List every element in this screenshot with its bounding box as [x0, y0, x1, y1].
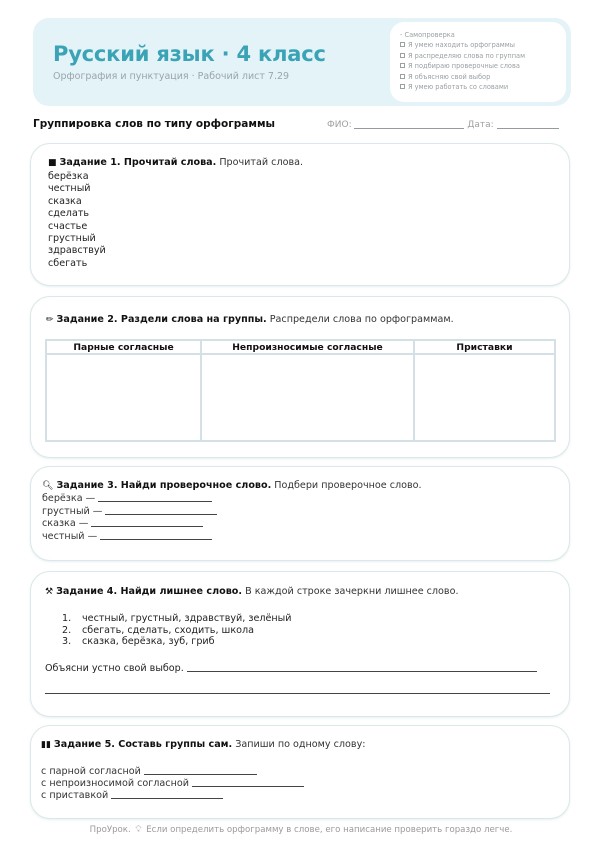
word-item: честный	[48, 183, 91, 195]
groups-table	[45, 339, 556, 442]
row-number: 1.	[62, 613, 72, 624]
check-word-item	[42, 518, 217, 531]
task-4-instruction: В каждой строке зачеркни лишнее слово.	[245, 586, 459, 597]
answer-line[interactable]	[144, 766, 257, 775]
worksheet-header	[33, 18, 571, 106]
answer-line[interactable]	[111, 790, 223, 799]
selfcheck-item-label: Я умею работать со словами	[408, 83, 509, 92]
check-word-item	[42, 493, 217, 506]
explain-line[interactable]	[187, 663, 537, 672]
task-4-heading	[45, 586, 459, 597]
footer-tip: Если определить орфограмму в слове, его написание проверить гораздо легче.	[146, 825, 513, 835]
task-5-card	[30, 725, 570, 819]
task-2-title: Задание 2. Раздели слова на группы.	[56, 314, 267, 325]
task-2-card	[30, 296, 570, 458]
row-number: 2.	[62, 624, 72, 636]
task-1-instruction: Прочитай слова.	[219, 157, 304, 168]
selfcheck-item-label: Я объясняю свой выбор	[408, 72, 491, 81]
task-3-title: Задание 3. Найди проверочное слово.	[56, 480, 272, 491]
task-5-title: Задание 5. Составь группы сам.	[53, 739, 233, 750]
task-2-instruction: Распредели слова по орфограммам.	[269, 314, 454, 325]
word-item: берёзка	[48, 171, 89, 182]
selfcheck-item[interactable]	[400, 72, 556, 82]
magnifier-icon: 🔍︎	[42, 481, 54, 491]
answer-line[interactable]	[98, 493, 212, 502]
task-4-card	[30, 571, 570, 717]
tools-icon: ⚒	[45, 587, 54, 597]
date-label: Дата:	[467, 120, 494, 130]
books-icon: ▮▮	[41, 740, 51, 750]
selfcheck-title: - Самопроверка	[400, 31, 455, 39]
checkbox-icon[interactable]	[400, 63, 405, 68]
answer-line[interactable]	[105, 506, 217, 515]
task-1-heading	[48, 157, 303, 168]
selfcheck-item-label: Я умею находить орфограммы	[408, 41, 515, 50]
word-item: здравствуй	[48, 245, 106, 257]
task-3-card	[30, 466, 570, 561]
compose-item	[41, 778, 304, 790]
column-header: Непроизносимые согласные	[201, 340, 414, 354]
compose-item	[41, 790, 304, 802]
footer	[0, 825, 602, 835]
column-header: Приставки	[414, 340, 555, 354]
answer-cell[interactable]	[201, 354, 414, 441]
explain-row	[45, 663, 537, 674]
worksheet-title: Русский язык · 4 класс	[53, 42, 326, 66]
selfcheck-item[interactable]	[400, 51, 556, 61]
selfcheck-item-label: Я распределяю слова по группам	[408, 51, 526, 60]
task-4-title: Задание 4. Найди лишнее слово.	[56, 586, 243, 597]
table-row	[46, 354, 555, 441]
fio-label: ФИО:	[327, 120, 352, 130]
check-word-label: честный —	[42, 530, 98, 542]
column-header: Парные согласные	[46, 340, 201, 354]
lightbulb-icon: 💡︎	[135, 825, 142, 835]
word-item: сбегать	[48, 257, 88, 269]
selfcheck-item-label: Я подбираю проверочные слова	[408, 62, 520, 71]
check-word-list	[42, 493, 217, 543]
row-text: честный, грустный, здравствуй, зелёный	[82, 613, 292, 624]
answer-cell[interactable]	[414, 354, 555, 441]
selfcheck-item[interactable]	[400, 40, 556, 50]
task-5-instruction: Запиши по одному слову:	[235, 739, 366, 750]
word-list	[48, 171, 106, 270]
worksheet-subtitle: Орфография и пунктуация · Рабочий лист 7.29	[53, 71, 290, 82]
checkbox-icon[interactable]	[400, 84, 405, 89]
checkbox-icon[interactable]	[400, 74, 405, 79]
pencil-icon: ✏	[46, 315, 54, 325]
odd-word-list	[62, 613, 291, 648]
task-1-title: Задание 1. Прочитай слова.	[59, 157, 217, 168]
topic-row	[33, 118, 563, 132]
task-3-instruction: Подбери проверочное слово.	[274, 480, 422, 491]
row-text: сбегать, сделать, сходить, школа	[82, 624, 255, 636]
compose-label: с непроизносимой согласной	[41, 778, 189, 790]
word-item: сказка	[48, 195, 82, 207]
odd-word-row[interactable]	[62, 625, 291, 637]
date-field[interactable]	[497, 119, 559, 129]
row-text: сказка, берёзка, зуб, гриб	[82, 636, 215, 648]
word-item: сделать	[48, 208, 90, 220]
selfcheck-panel	[390, 22, 566, 102]
row-number: 3.	[62, 636, 72, 648]
check-word-label: сказка —	[42, 518, 89, 530]
topic-title: Группировка слов по типу орфограммы	[33, 118, 276, 130]
book-icon: ■	[48, 158, 57, 168]
checkbox-icon[interactable]	[400, 53, 405, 58]
compose-label: с парной согласной	[41, 766, 141, 777]
selfcheck-item[interactable]	[400, 61, 556, 71]
explain-label: Объясни устно свой выбор.	[45, 663, 184, 674]
answer-line[interactable]	[91, 518, 203, 527]
word-item: счастье	[48, 220, 88, 232]
odd-word-row[interactable]	[62, 636, 291, 648]
answer-line[interactable]	[192, 778, 304, 787]
table-header-row	[46, 340, 555, 354]
footer-brand: ПроУрок.	[89, 825, 131, 835]
check-word-label: грустный —	[42, 505, 103, 517]
task-3-heading	[42, 480, 422, 491]
fio-field[interactable]	[354, 119, 464, 129]
task-5-heading	[41, 739, 365, 750]
checkbox-icon[interactable]	[400, 42, 405, 47]
check-word-item	[42, 506, 217, 519]
answer-cell[interactable]	[46, 354, 201, 441]
odd-word-row[interactable]	[62, 613, 291, 625]
explain-line-2[interactable]	[45, 693, 550, 694]
compose-label: с приставкой	[41, 790, 109, 802]
compose-list	[41, 766, 304, 803]
check-word-item	[42, 531, 217, 544]
answer-line[interactable]	[100, 531, 212, 540]
task-2-heading	[46, 314, 454, 325]
word-item: грустный	[48, 233, 96, 245]
selfcheck-item[interactable]	[400, 82, 556, 92]
name-date-fields	[327, 119, 559, 130]
compose-item	[41, 766, 304, 778]
check-word-label: берёзка —	[42, 493, 96, 504]
task-1-card	[30, 143, 570, 286]
